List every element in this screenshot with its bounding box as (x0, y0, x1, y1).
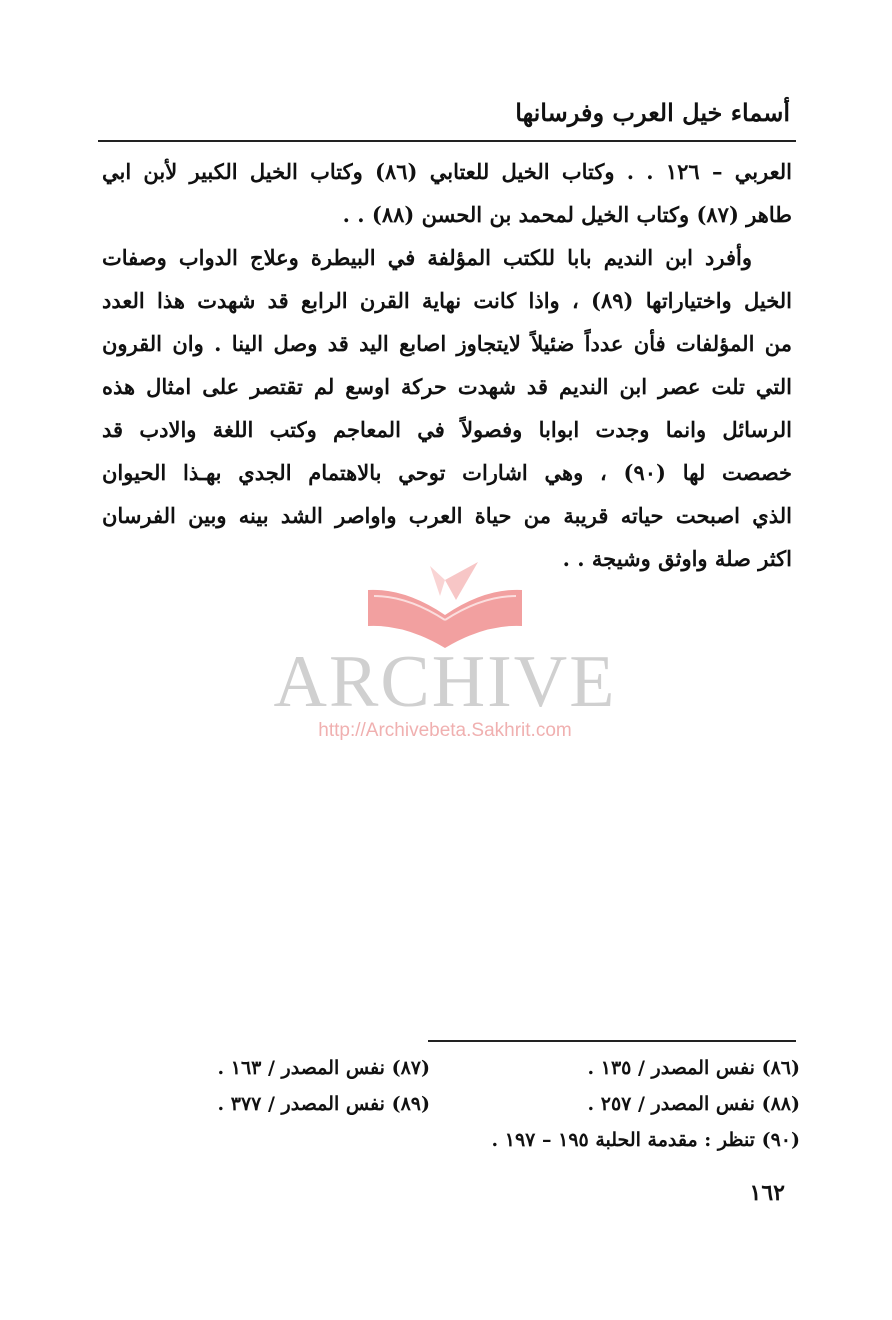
footnote-row (160, 1050, 800, 1086)
open-book-icon (360, 560, 530, 650)
body-line: العربي – ١٢٦ . . وكتاب الخيل للعتابي (٨٦) وكتاب الخيل الكبير لأبن ابي (102, 159, 792, 184)
watermark-title: ARCHIVE (273, 641, 617, 723)
footnote-88: (٨٨) نفس المصدر / ٢٥٧ . (587, 1093, 800, 1115)
body-line: اكثر صلة واوثق وشيجة . . (562, 546, 792, 571)
archive-watermark (270, 560, 620, 750)
footnote-90: (٩٠) تنظر : مقدمة الحلبة ١٩٥ – ١٩٧ . (491, 1129, 800, 1151)
body-line: من المؤلفات فأن عدداً ضئيلاً لايتجاوز اصابع اليد قد وصل الينا . وان القرون (102, 331, 792, 356)
footnote-89: (٨٩) نفس المصدر / ٣٧٧ . (217, 1093, 430, 1115)
footnotes (160, 1050, 800, 1158)
footnote-rule (428, 1040, 796, 1042)
body-line: الخيل واختياراتها (٨٩) ، واذا كانت نهاية القرن الرابع قد شهدت هذا العدد (102, 288, 792, 313)
footnote-86: (٨٦) نفس المصدر / ١٣٥ . (587, 1057, 800, 1079)
running-header: أسماء خيل العرب وفرسانها (515, 98, 790, 127)
body-line: الذي اصبحت حياته قريبة من حياة العرب واواصر الشد بينه وبين الفرسان (102, 503, 792, 528)
header-rule (98, 140, 796, 142)
body-line: وأفرد ابن النديم بابا للكتب المؤلفة في البيطرة وعلاج الدواب وصفات (102, 245, 752, 270)
page-number: ١٦٢ (749, 1180, 785, 1206)
body-line: التي تلت عصر ابن النديم قد شهدت حركة اوسع لم تقتصر على امثال هذه (102, 374, 792, 399)
body-line: الرسائل وانما وجدت ابوابا وفصولاً في المعاجم وكتب اللغة والادب قد (102, 417, 792, 442)
body-line: خصصت لها (٩٠) ، وهي اشارات توحي بالاهتمام الجدي بهـذا الحيوان (102, 460, 792, 485)
watermark-url: http://Archivebeta.Sakhrit.com (318, 720, 572, 741)
footnote-row (160, 1122, 800, 1158)
body-line: طاهر (٨٧) وكتاب الخيل لمحمد بن الحسن (٨٨) . . (342, 202, 792, 227)
body-text (102, 150, 792, 580)
footnote-row (160, 1086, 800, 1122)
footnote-87: (٨٧) نفس المصدر / ١٦٣ . (217, 1057, 430, 1079)
